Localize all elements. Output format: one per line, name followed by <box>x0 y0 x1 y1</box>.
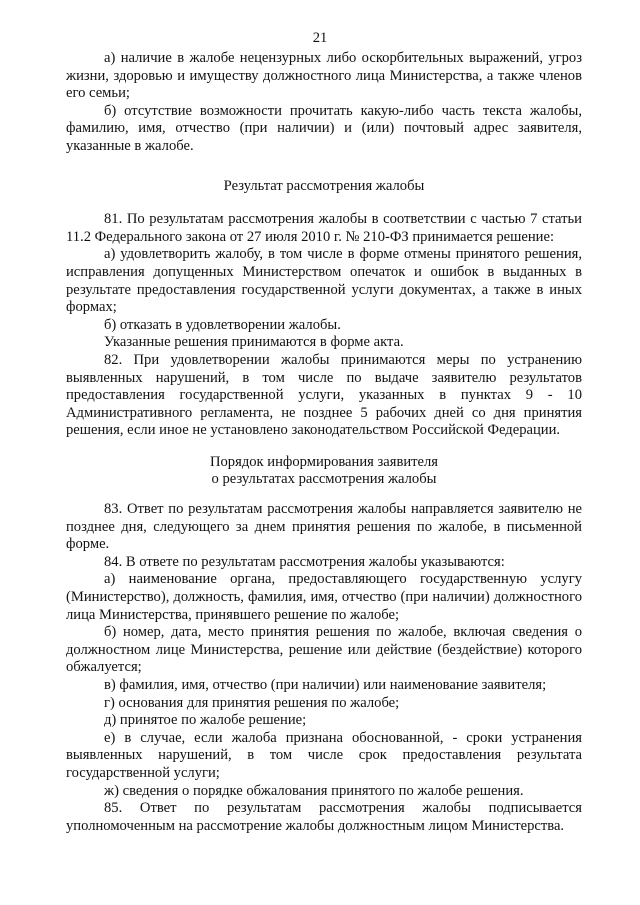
paragraph-85: 85. Ответ по результатам рассмотрения жалобы подписывается уполномоченным на рассмотрение жалобы должностным лицом Министерства. <box>66 800 582 834</box>
spacer <box>66 489 582 501</box>
paragraph-84: 84. В ответе по результатам рассмотрения жалобы указываются: <box>104 553 505 570</box>
paragraph-83: 83. Ответ по результатам рассмотрения жалобы направляется заявителю не позднее дня, следующего за днем принятия решения по жалобе, в письменной форме. <box>66 501 582 553</box>
spacer <box>66 156 582 178</box>
paragraph-84-g: г) основания для принятия решения по жалобе; <box>104 694 400 711</box>
paragraph-84-d: д) принятое по жалобе решение; <box>104 712 307 729</box>
spacer <box>66 195 582 211</box>
paragraph-82: 82. При удовлетворении жалобы принимаются меры по устранению выявленных нарушений, в том числе по выдаче заявителю результатов предоставления государственной услуги, указанных в пунктах 9 - 10 Административного регламента, не позднее 5 рабочих дней со дня принятия решения, если иное не установлено законодательством Российской Федерации. <box>66 351 582 439</box>
paragraph-84-e: е) в случае, если жалоба признана обоснованной, - сроки устранения выявленных нарушений, в том числе срок предоставления результата государственной услуги; <box>66 729 582 781</box>
section-heading-inform-line2: о результатах рассмотрения жалобы <box>211 471 437 488</box>
paragraph-84-zh: ж) сведения о порядке обжалования принятого по жалобе решения. <box>104 782 524 799</box>
spacer <box>66 440 582 454</box>
paragraph-clause-b: б) отсутствие возможности прочитать какую-либо часть текста жалобы, фамилию, имя, отчество (при наличии) и (или) почтовый адрес заявителя, указанные в жалобе. <box>66 102 582 154</box>
paragraph-84-v: в) фамилия, имя, отчество (при наличии) или наименование заявителя; <box>104 677 547 693</box>
paragraph-84-b: б) номер, дата, место принятия решения по жалобе, включая сведения о должностном лице Министерства, решение или действие (бездействие) которого обжалуется; <box>66 624 582 676</box>
page-number: 21 <box>312 30 328 46</box>
section-heading-result: Результат рассмотрения жалобы <box>223 177 425 194</box>
paragraph-clause-a: а) наличие в жалобе нецензурных либо оскорбительных выражений, угроз жизни, здоровью и имуществу должностного лица Министерства, а также членов его семьи; <box>66 50 582 102</box>
paragraph-84-a: а) наименование органа, предоставляющего государственную услугу (Министерство), должность, фамилия, имя, отчество (при наличии) должностного лица Министерства, принявшего решение по жалобе; <box>66 571 582 623</box>
document-body <box>66 50 582 835</box>
paragraph-81-act: Указанные решения принимаются в форме акта. <box>104 334 404 351</box>
paragraph-81-b: б) отказать в удовлетворении жалобы. <box>104 316 341 333</box>
paragraph-81-a: а) удовлетворить жалобу, в том числе в форме отмены принятого решения, исправления допущенных Министерством опечаток и ошибок в выданных в результате предоставления государственной услуги документах, а также в иных формах; <box>66 246 582 316</box>
section-heading-inform-line1: Порядок информирования заявителя <box>209 453 439 470</box>
paragraph-81: 81. По результатам рассмотрения жалобы в соответствии с частью 7 статьи 11.2 Федерального закона от 27 июля 2010 г. № 210-ФЗ принимается решение: <box>66 211 582 245</box>
